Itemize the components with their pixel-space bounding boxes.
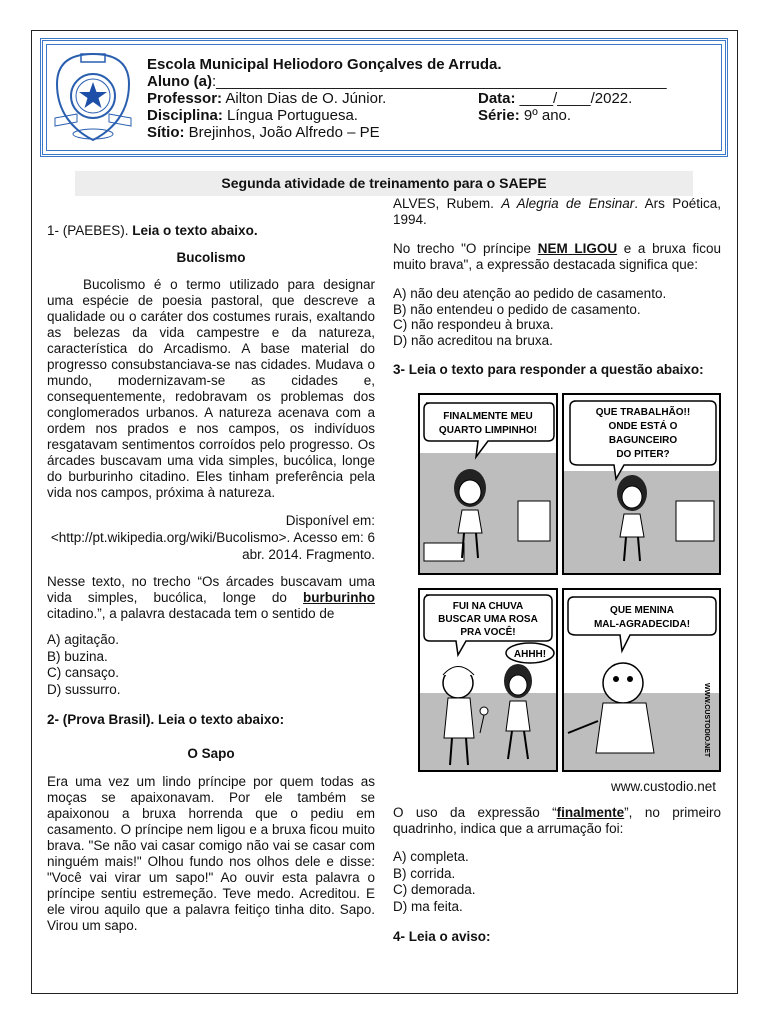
q1-options (47, 632, 375, 698)
q1-option-a: A) agitação. (47, 632, 120, 647)
q3-question: O uso da expressão “finalmente”, no primeiro quadrinho, indica que a arrumação foi: (393, 805, 721, 836)
q2-text-title: O Sapo (187, 746, 235, 761)
comic-panel-2-line-1: QUE TRABALHÃO!! (595, 407, 691, 418)
q3-block (393, 805, 721, 945)
q1-option-c: C) cansaço. (47, 665, 120, 680)
q2-options (393, 286, 721, 348)
q4-intro: 4- Leia o aviso: (393, 929, 491, 944)
grade-value: 9º ano. (519, 107, 572, 124)
q2-intro: 2- (Prova Brasil). Leia o texto abaixo: (47, 712, 285, 727)
q2-text-body: Era uma vez um lindo príncipe por quem todas as moças se apaixonavam. Por ele também se apaixonou a bruxa horrenda que o pediu em casamento. O príncipe nem ligou e a bruxa ficou muito brava. "Se não vai casar comigo não vai se casar com ninguém mais!" Olhou fundo nos olhos dele e disse: "Você vai virar um sapo!" Ao ouvir esta palavra o príncipe sentiu estremeção. Teve medo. Acreditou. E ele virou aquilo que a palavra feitiço tinha dito. Sapo. Virou um sapo. (47, 774, 375, 933)
activity-title: Segunda atividade de treinamento para o SAEPE (75, 171, 693, 196)
q1-option-d: D) sussurro. (47, 681, 121, 697)
q2-source: ALVES, Rubem. A Alegria de Ensinar. Ars Poética, 1994. (393, 196, 721, 227)
q3-highlight-word: finalmente (556, 805, 625, 820)
q1-source: Disponível em: <http://pt.wikipedia.org/wiki/Bucolismo>. Acesso em: 6 abr. 2014. Fragmento. (50, 513, 375, 562)
discipline-row (147, 107, 358, 124)
student-line: :______________________________________________________ (212, 73, 667, 90)
comic-side-text: WWW.CUSTODIO.NET (703, 683, 710, 758)
grade-label: Série: (478, 107, 520, 124)
comic-panel-2-line-2: ONDE ESTÁ O (608, 421, 678, 432)
school-name: Escola Municipal Heliodoro Gonçalves de Arruda. (147, 56, 502, 73)
student-row (147, 73, 667, 90)
q1-text-title: Bucolismo (176, 250, 246, 265)
comic-panel-3-ahhh: AHHH! (513, 649, 547, 660)
comic-panel-2-line-3: BAGUNCEIRO (608, 435, 678, 446)
site-value: Brejinhos, João Alfredo – PE (184, 124, 380, 141)
date-label: Data: (478, 90, 516, 107)
q3-option-b: B) corrida. (393, 865, 456, 881)
q2-option-c: C) não respondeu à bruxa. (393, 317, 554, 332)
q2-question: No trecho "O príncipe NEM LIGOU e a bruxa ficou muito brava", a expressão destacada significa que: (393, 241, 722, 272)
q1-question: Nesse texto, no trecho “Os árcades buscavam uma vida simples, bucólica, longe do burburinho citadino.”, a palavra destacada tem o sentido de (47, 574, 375, 621)
grade-row (478, 107, 571, 124)
discipline-label: Disciplina: (147, 107, 223, 124)
comic-panel-4-line-2: MAL-AGRADECIDA! (593, 619, 691, 630)
comic-panel-3-line-1: FUI NA CHUVA (452, 601, 524, 612)
q2-highlight-word: NEM LIGOU (537, 241, 618, 256)
teacher-value: Ailton Dias de O. Júnior. (222, 90, 387, 107)
q3-option-c: C) demorada. (393, 882, 476, 897)
site-row (147, 124, 380, 141)
comic-credit: www.custodio.net (611, 779, 717, 794)
comic-panel-4-line-1: QUE MENINA (610, 605, 674, 616)
q1-option-b: B) buzina. (47, 648, 108, 664)
q3-intro: 3- Leia o texto para responder a questão abaixo: (393, 362, 704, 377)
date-row (478, 90, 632, 107)
date-value: ____/____/2022. (515, 90, 633, 107)
teacher-row (147, 90, 386, 107)
q3-option-d: D) ma feita. (393, 898, 463, 914)
comic-panel-2-line-4: DO PITER? (616, 449, 670, 460)
comic-panel-1-line-1: FINALMENTE MEU (443, 411, 533, 422)
site-label: Sítio: (147, 124, 185, 141)
comic-panel-3-line-3: PRA VOCÊ! (460, 627, 516, 638)
school-crest-logo (49, 50, 137, 146)
q1-intro: 1- (PAEBES). Leia o texto abaixo. (47, 223, 258, 238)
student-label: Aluno (a) (147, 73, 212, 90)
left-column (47, 223, 375, 934)
comic-panel-1-line-2: QUARTO LIMPINHO! (438, 425, 538, 436)
q1-text-body: Bucolismo é o termo utilizado para designar uma espécie de poesia pastoral, que descreve a qualidade ou o caráter dos costumes rurais, exaltando as belezas da vida campestre e da natureza, característica do Arcadismo. A base material do progresso consubstanciava-se nas cidades. Mudava o mundo, modernizavam-se as cidades e, consequentemente, redobravam os problemas dos conglomerados urbanos. A natureza acenava com a ordem nos prados e nos campos, os indivíduos resgatavam sentimentos corroídos pelo progresso. Os árcades buscavam uma vida simples, bucólica, longe do burburinho citadino. Eles tinham preferência pela vida nos campos, próxima à natureza. (47, 277, 375, 500)
right-column (393, 196, 721, 378)
q2-option-d: D) não acreditou na bruxa. (393, 332, 553, 348)
teacher-label: Professor: (147, 90, 223, 107)
comic-strip (418, 393, 722, 773)
comic-panel-3-line-2: BUSCAR UMA ROSA (438, 614, 538, 625)
q1-highlight-word: burburinho (303, 590, 375, 605)
q2-option-a: A) não deu atenção ao pedido de casamento. (393, 286, 667, 301)
q3-options (393, 849, 721, 915)
q3-option-a: A) completa. (393, 849, 469, 864)
discipline-value: Língua Portuguesa. (222, 107, 358, 124)
q2-option-b: B) não entendeu o pedido de casamento. (393, 301, 641, 317)
